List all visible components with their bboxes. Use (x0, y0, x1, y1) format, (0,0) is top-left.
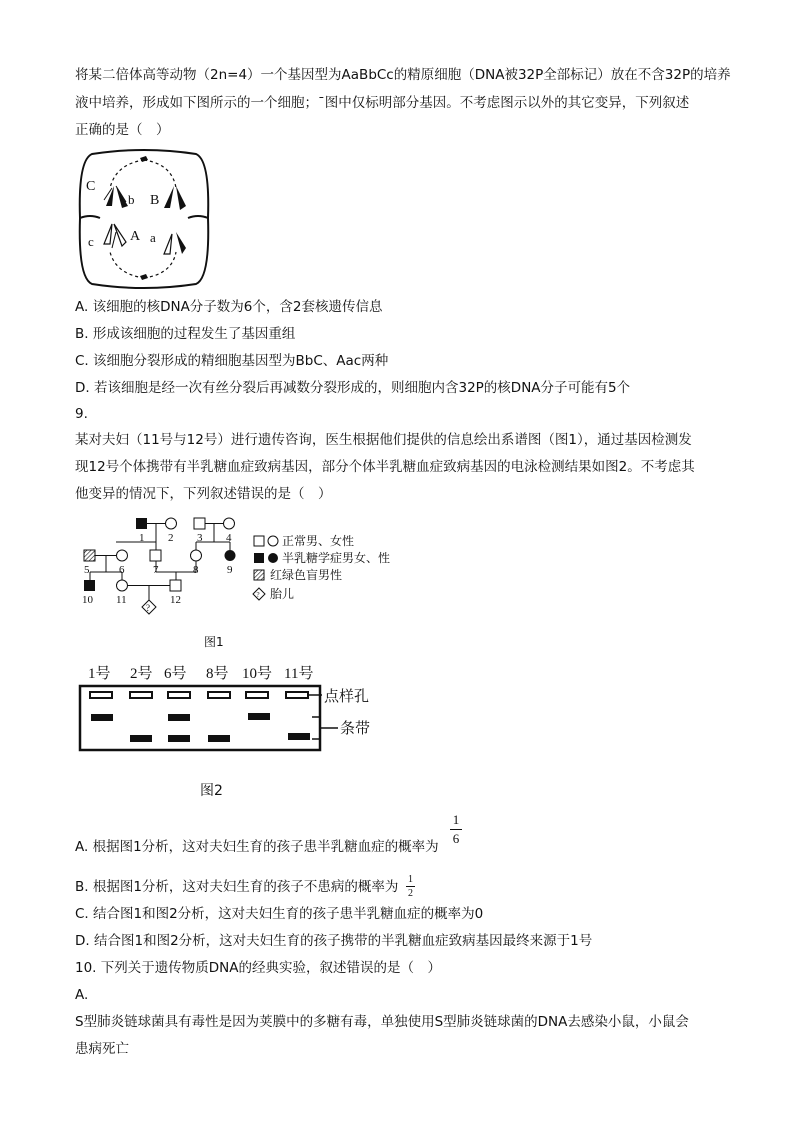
q9-stem-line3: 他变异的情况下，下列叙述错误的是（ ） (75, 486, 332, 502)
lane-label-10: 10号 (242, 666, 273, 682)
label-bands: 条带 (340, 719, 371, 737)
chromosomes-upper-right (164, 186, 186, 210)
lane-label-2: 2号 (130, 666, 153, 682)
q8-stem-line2: 液中培养，形成如下图所示的一个细胞；¯图中仅标明部分基因。不考虑图示以外的其它变异，下列叙述 (75, 95, 690, 111)
q10-stem: 10. 下列关于遗传物质DNA的经典实验，叙述错误的是（ ） (75, 960, 441, 976)
q9-option-a: A. 根据图1分析，这对夫妇生育的孩子患半乳糖血症的概率为 (75, 839, 439, 855)
lane-labels (88, 665, 313, 682)
svg-text:?: ? (256, 591, 260, 599)
gel-box (80, 686, 320, 750)
q10-option-a-line2: 患病死亡 (75, 1041, 129, 1057)
pedigree-number-5: 5 (84, 564, 90, 576)
pedigree-number-1: 1 (139, 532, 145, 544)
pedigree-number-2: 2 (168, 532, 174, 544)
pedigree-number-10: 10 (82, 594, 93, 606)
figure2-caption: 图2 (200, 783, 223, 799)
pedigree-number-6: 6 (119, 564, 125, 576)
figure1-caption: 图1 (204, 635, 224, 649)
cell-division-figure (76, 148, 212, 290)
pedigree-number-8: 8 (193, 564, 199, 576)
pedigree-number-3: 3 (197, 532, 203, 544)
q10-option-label: A. (75, 987, 89, 1003)
q9-option-d: D. 结合图1和图2分析，这对夫妇生育的孩子携带的半乳糖血症致病基因最终来源于1号 (75, 933, 593, 949)
chromosomes-lower-left (104, 224, 126, 248)
gene-label-C: C (86, 179, 96, 194)
label-sample-well: 点样孔 (324, 687, 370, 705)
q8-option-d: D. 若该细胞是经一次有丝分裂后再减数分裂形成的，则细胞内含32P的核DNA分子可能有5个 (75, 380, 631, 396)
fraction-one-sixth: 1 6 (450, 812, 462, 847)
fraction-one-half: 1 2 (408, 874, 413, 899)
cell-membrane (80, 150, 209, 288)
q8-option-c: C. 该细胞分裂形成的精细胞基因型为BbC、Aac两种 (75, 353, 389, 369)
legend-normal: 正常男、女性 (282, 534, 355, 548)
legend-fetus: 胎儿 (270, 587, 295, 601)
legend-colorblind: 红绿色盲男性 (270, 568, 343, 582)
q10-option-a-line1: S型肺炎链球菌具有毒性是因为荚膜中的多糖有毒，单独使用S型肺炎链球菌的DNA去感染小鼠，小鼠会 (75, 1014, 689, 1030)
electrophoresis-figure (76, 660, 396, 756)
centriole-bottom (140, 274, 148, 280)
centriole-top (140, 156, 148, 162)
lane-label-8: 8号 (206, 666, 229, 682)
lane-label-11: 11号 (284, 666, 314, 682)
pedigree-number-12: 12 (170, 594, 181, 606)
lane-label-1: 1号 (88, 666, 111, 682)
q8-option-b: B. 形成该细胞的过程发生了基因重组 (75, 326, 296, 342)
q9-stem-line2: 现12号个体携带有半乳糖血症致病基因，部分个体半乳糖血症致病基因的电泳检测结果如图2。不考虑其 (75, 459, 695, 475)
chromosomes-lower-right (164, 232, 186, 254)
q9-stem-line1: 某对夫妇（11号与12号）进行遗传咨询，医生根据他们提供的信息绘出系谱图（图1），通过基因检测发 (75, 432, 692, 448)
chromosomes-upper-left (104, 186, 128, 208)
q9-option-b: B. 根据图1分析，这对夫妇生育的孩子不患病的概率为 (75, 879, 399, 895)
q8-stem-line3: 正确的是（ ） (75, 122, 170, 138)
spindle-upper (110, 160, 176, 188)
gene-label-a: a (150, 230, 156, 245)
q8-option-a: A. 该细胞的核DNA分子数为6个，含2套核遗传信息 (75, 299, 383, 315)
gene-label-b: b (128, 192, 135, 207)
fetus-mark: ? (146, 603, 150, 613)
legend-affected: 半乳糖学症男女、性 (282, 551, 391, 565)
pedigree-number-7: 7 (153, 564, 159, 576)
spindle-lower (110, 252, 176, 278)
gene-label-A: A (130, 229, 141, 244)
pedigree-number-9: 9 (227, 564, 233, 576)
pedigree-figure (78, 512, 408, 624)
gene-label-B: B (150, 193, 160, 208)
pedigree-number-11: 11 (116, 594, 127, 606)
pedigree-number-4: 4 (226, 532, 232, 544)
gene-label-c: c (88, 234, 94, 249)
q9-option-c: C. 结合图1和图2分析，这对夫妇生育的孩子患半乳糖血症的概率为0 (75, 906, 484, 922)
q8-stem-line1: 将某二倍体高等动物（2n=4）一个基因型为AaBbCc的精原细胞（DNA被32P全部标记）放在不含32P的培养 (75, 67, 731, 83)
lane-label-6: 6号 (164, 666, 187, 682)
q9-number: 9. (75, 406, 88, 422)
